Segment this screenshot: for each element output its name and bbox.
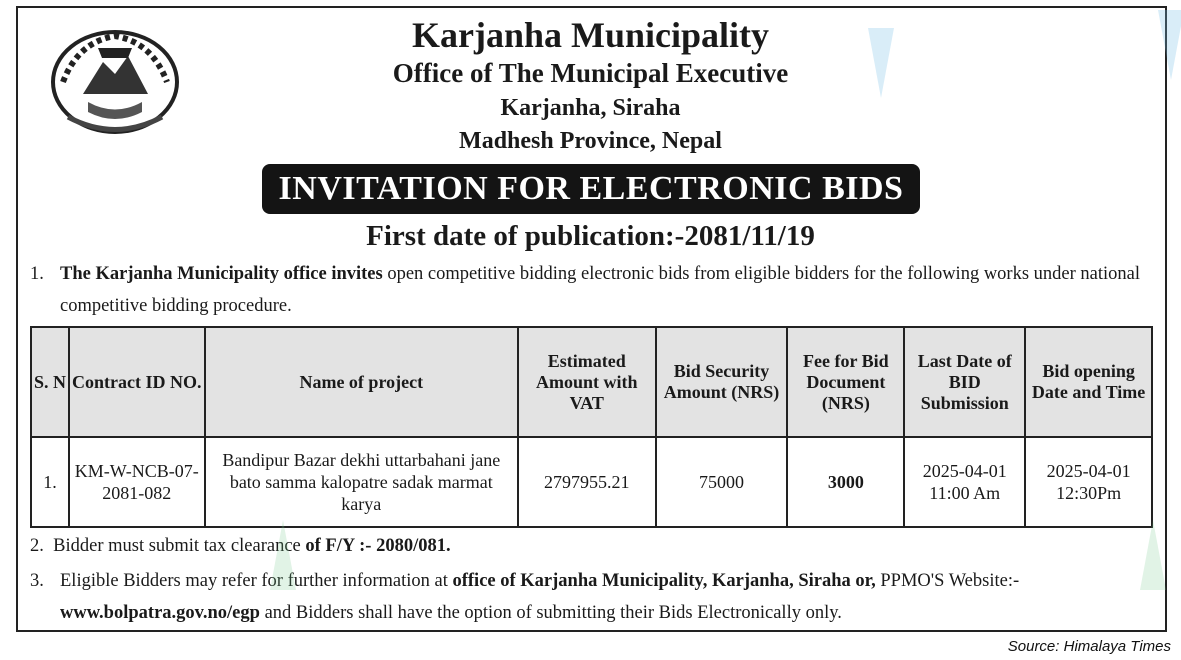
municipality-name: Karjanha Municipality xyxy=(411,15,770,55)
watermark-shape xyxy=(270,520,296,590)
watermark-shape xyxy=(868,28,894,98)
opening-time: 12:30Pm xyxy=(1056,483,1122,503)
last-date: 2025-04-01 xyxy=(922,461,1007,481)
source-credit: Source: Himalaya Times xyxy=(1007,638,1171,655)
clause-number: 1. xyxy=(30,264,44,284)
publication-date: First date of publication:-2081/11/19 xyxy=(366,220,815,252)
header-project-name: Name of project xyxy=(205,327,518,437)
clause-1-text: open competitive bidding electronic bids from eligible bidders for the following works under national competitive bidding procedure. xyxy=(60,264,1141,316)
header-sn: S. N xyxy=(31,327,69,437)
cell-opening-date xyxy=(1025,437,1152,527)
clause-1-bold: The Karjanha Municipality office invites xyxy=(60,264,383,284)
clause-3-text-2: PPMO'S Website:- xyxy=(875,571,1020,591)
clause-number: 3. xyxy=(30,571,44,591)
table-row xyxy=(31,437,1152,527)
cell-contract-id: KM-W-NCB-07-2081-082 xyxy=(69,437,205,527)
cell-last-date xyxy=(904,437,1025,527)
last-time: 11:00 Am xyxy=(929,483,1001,503)
clause-3-website: www.bolpatra.gov.no/egp xyxy=(60,603,260,623)
cell-sn: 1. xyxy=(31,437,69,527)
opening-date: 2025-04-01 xyxy=(1046,461,1131,481)
header-contract-id: Contract ID NO. xyxy=(69,327,205,437)
bids-table xyxy=(30,326,1153,528)
clause-1 xyxy=(30,258,1160,322)
clause-2-bold: of F/Y :- 2080/081. xyxy=(305,536,451,556)
cell-document-fee: 3000 xyxy=(787,437,904,527)
clause-3-bold-1: office of Karjanha Municipality, Karjanha, Siraha or, xyxy=(452,571,876,591)
cell-project-name: Bandipur Bazar dekhi uttarbahani jane bato samma kalopatre sadak marmat karya xyxy=(205,437,518,527)
header-bid-security: Bid Security Amount (NRS) xyxy=(656,327,788,437)
header-opening-date: Bid opening Date and Time xyxy=(1025,327,1152,437)
header-last-date: Last Date of BID Submission xyxy=(904,327,1025,437)
clause-2-text: Bidder must submit tax clearance xyxy=(53,536,306,556)
office-name: Office of The Municipal Executive xyxy=(392,58,789,88)
province-name: Madhesh Province, Nepal xyxy=(459,128,722,154)
watermark-shape xyxy=(1158,10,1181,80)
clause-2 xyxy=(30,530,451,562)
header-estimated-amount: Estimated Amount with VAT xyxy=(518,327,656,437)
clause-3-text-3: and Bidders shall have the option of submitting their Bids Electronically only. xyxy=(259,603,842,623)
clause-3 xyxy=(30,565,1160,623)
watermark-shape xyxy=(1140,520,1166,590)
header-document-fee: Fee for Bid Document (NRS) xyxy=(787,327,904,437)
table-header-row xyxy=(31,327,1152,437)
cell-bid-security: 75000 xyxy=(656,437,788,527)
cell-estimated-amount: 2797955.21 xyxy=(518,437,656,527)
office-location: Karjanha, Siraha xyxy=(500,95,681,121)
clause-number: 2. xyxy=(30,536,44,556)
invitation-banner: INVITATION FOR ELECTRONIC BIDS xyxy=(262,164,920,214)
clause-3-text-1: Eligible Bidders may refer for further information at xyxy=(60,571,453,591)
